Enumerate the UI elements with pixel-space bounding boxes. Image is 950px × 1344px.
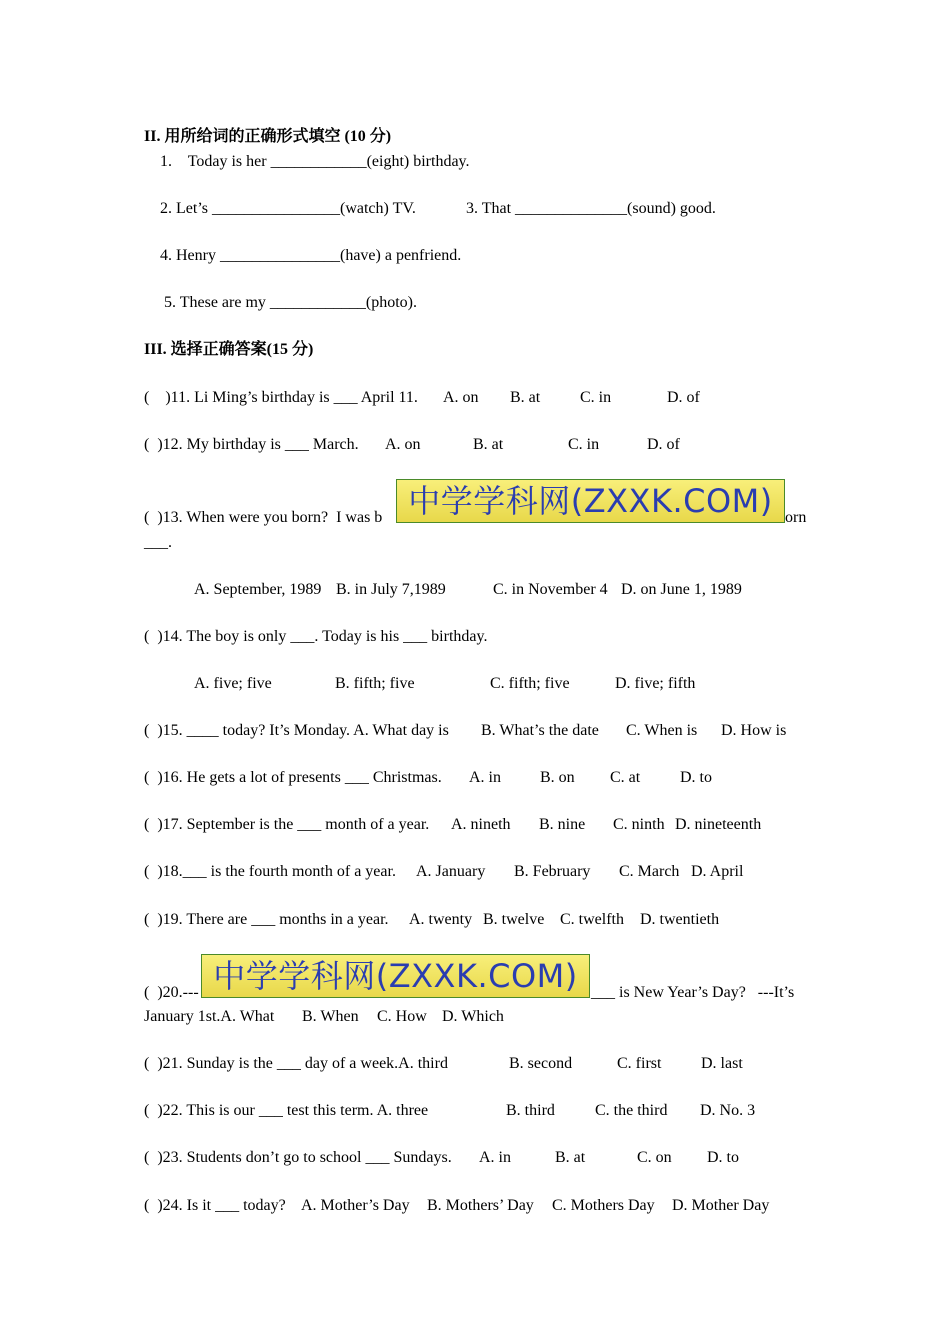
option-c: C. How [377, 1008, 427, 1025]
question-stem-continued: ___. [144, 534, 172, 551]
fill-question-1: 1. Today is her ____________(eight) birthday. [160, 153, 470, 170]
option-a: A. January [416, 863, 486, 880]
option-d: D. nineteenth [675, 816, 762, 833]
option-d: D. to [680, 769, 712, 786]
option-c: C. March [619, 863, 680, 880]
question-stem-end: ___ is New Year’s Day? ---It’s [591, 984, 795, 1001]
option-d: D. five; fifth [615, 675, 696, 692]
option-c: C. in [568, 436, 600, 453]
option-b: B. twelve [483, 911, 545, 928]
option-a: A. on [385, 436, 421, 453]
question-stem-continued: January 1st.A. What [144, 1008, 275, 1025]
option-b: B. at [473, 436, 504, 453]
question-stem: ( )15. ____ today? It’s Monday. A. What day is [144, 722, 449, 739]
question-stem: ( )18.___ is the fourth month of a year. [144, 863, 396, 880]
question-stem: ( )13. When were you born? I was b [144, 509, 383, 526]
option-b: B. third [506, 1102, 555, 1119]
option-a: A. five; five [194, 675, 272, 692]
option-a: A. in [469, 769, 501, 786]
option-b: B. fifth; five [335, 675, 415, 692]
option-d: D. April [691, 863, 744, 880]
watermark-logo: 中学学科网(ZXXK.COM) [201, 954, 590, 998]
option-b: B. on [540, 769, 575, 786]
option-d: D. on June 1, 1989 [621, 581, 742, 598]
question-stem: ( )19. There are ___ months in a year. [144, 911, 389, 928]
question-stem: ( )17. September is the ___ month of a year. [144, 816, 430, 833]
option-c: C. Mothers Day [552, 1197, 655, 1214]
fill-question-5: 5. These are my ____________(photo). [164, 294, 417, 311]
option-a: A. Mother’s Day [301, 1197, 410, 1214]
question-stem: ( )11. Li Ming’s birthday is ___ April 11. [144, 389, 418, 406]
option-d: D. of [667, 389, 700, 406]
question-stem-end: orn [785, 509, 807, 526]
section3-heading: III. 选择正确答案(15 分) [144, 341, 314, 358]
fill-question-2: 2. Let’s ________________(watch) TV. [160, 200, 416, 217]
option-a: A. on [443, 389, 479, 406]
option-d: D. last [701, 1055, 743, 1072]
option-c: C. at [610, 769, 641, 786]
section2-heading: II. 用所给词的正确形式填空 (10 分) [144, 128, 392, 145]
question-stem: ( )14. The boy is only ___. Today is his ___ birthday. [144, 628, 488, 645]
option-a: A. nineth [451, 816, 511, 833]
question-stem: ( )21. Sunday is the ___ day of a week.A. third [144, 1055, 448, 1072]
option-d: D. Which [442, 1008, 504, 1025]
fill-question-3: 3. That ______________(sound) good. [466, 200, 716, 217]
question-stem: ( )12. My birthday is ___ March. [144, 436, 359, 453]
option-a: A. September, 1989 [194, 581, 322, 598]
option-c: C. on [637, 1149, 672, 1166]
question-stem: ( )20.--- [144, 984, 199, 1001]
option-d: D. How is [721, 722, 787, 739]
option-c: C. twelfth [560, 911, 624, 928]
option-c: C. first [617, 1055, 662, 1072]
question-stem: ( )23. Students don’t go to school ___ Sundays. [144, 1149, 452, 1166]
watermark-logo: 中学学科网(ZXXK.COM) [396, 479, 785, 523]
option-b: B. What’s the date [481, 722, 599, 739]
option-d: D. Mother Day [672, 1197, 770, 1214]
option-b: B. February [514, 863, 591, 880]
option-a: A. in [479, 1149, 511, 1166]
option-c: C. When is [626, 722, 698, 739]
option-b: B. When [302, 1008, 359, 1025]
option-c: C. ninth [613, 816, 665, 833]
option-d: D. No. 3 [700, 1102, 756, 1119]
option-d: D. to [707, 1149, 739, 1166]
option-c: C. the third [595, 1102, 668, 1119]
option-b: B. second [509, 1055, 573, 1072]
option-c: C. in [580, 389, 612, 406]
option-d: D. of [647, 436, 680, 453]
option-b: B. nine [539, 816, 586, 833]
option-d: D. twentieth [640, 911, 720, 928]
fill-question-4: 4. Henry _______________(have) a penfriend. [160, 247, 462, 264]
option-b: B. Mothers’ Day [427, 1197, 534, 1214]
option-b: B. at [510, 389, 541, 406]
option-c: C. fifth; five [490, 675, 570, 692]
question-stem: ( )16. He gets a lot of presents ___ Christmas. [144, 769, 442, 786]
question-stem: ( )24. Is it ___ today? [144, 1197, 286, 1214]
option-c: C. in November 4 [493, 581, 608, 598]
option-b: B. in July 7,1989 [336, 581, 446, 598]
option-b: B. at [555, 1149, 586, 1166]
option-a: A. twenty [409, 911, 473, 928]
question-stem: ( )22. This is our ___ test this term. A. three [144, 1102, 429, 1119]
